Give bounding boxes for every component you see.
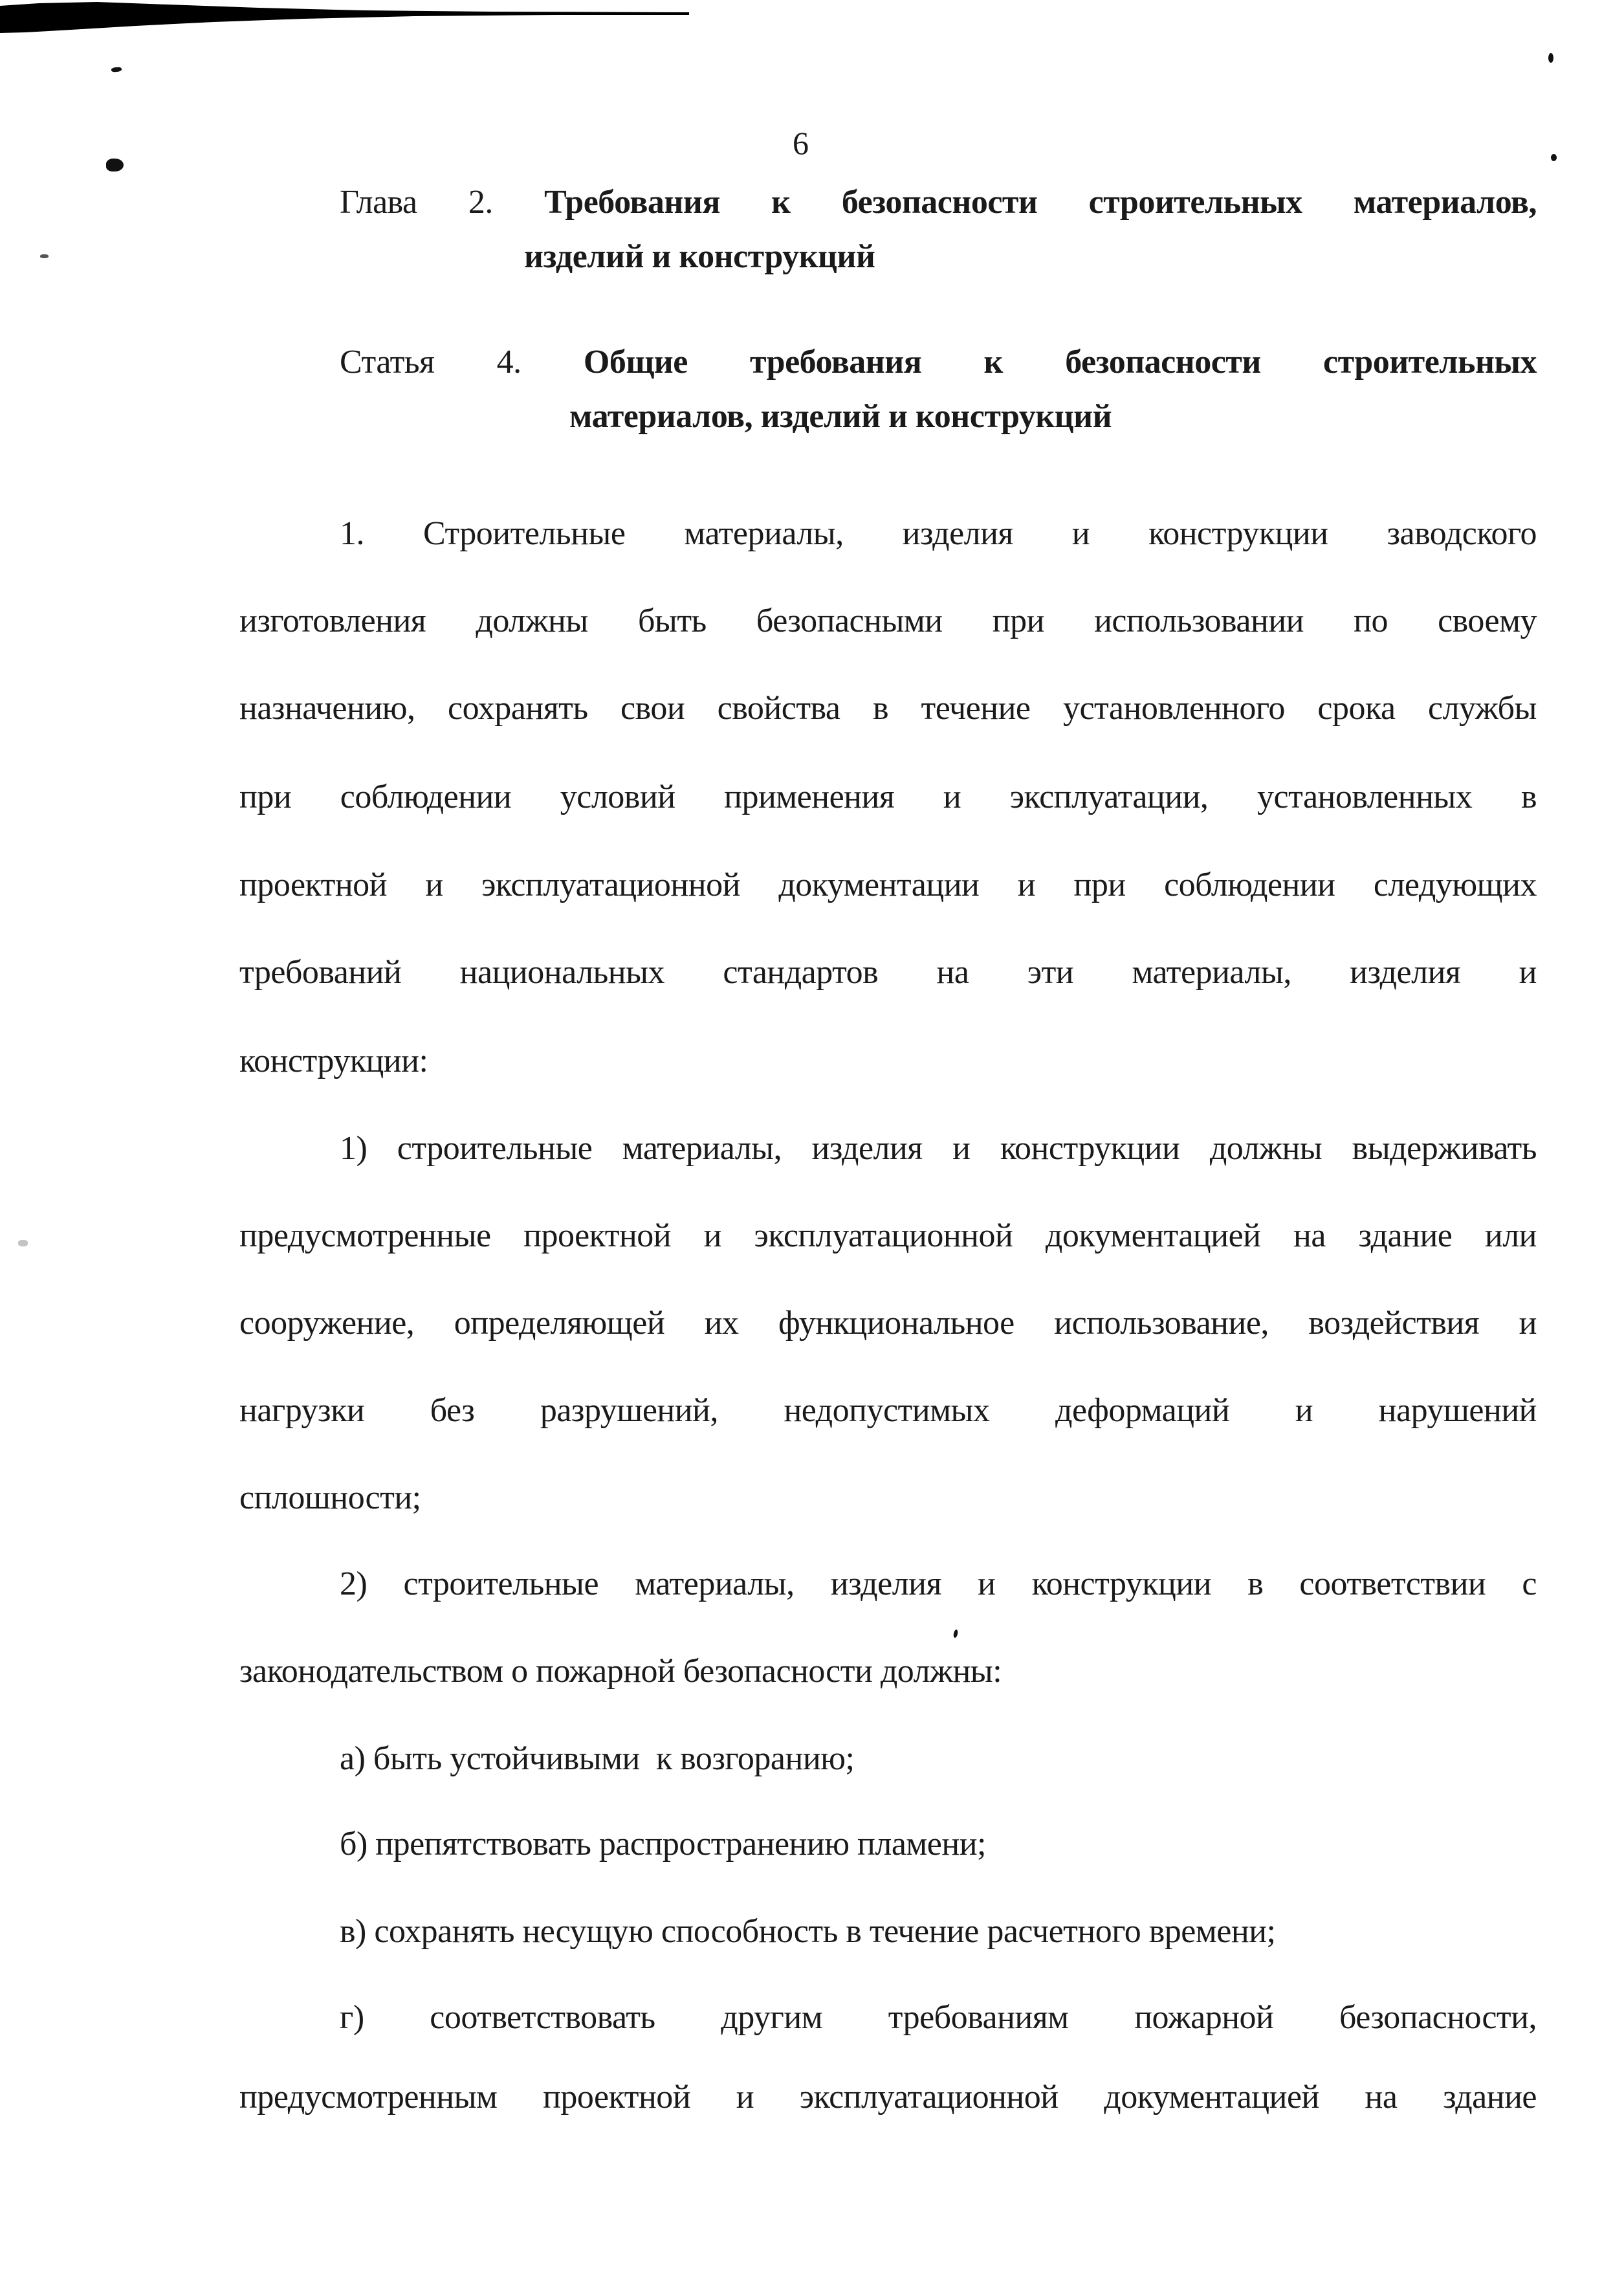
scan-speck [18, 1240, 28, 1246]
chapter-label: Глава 2. [340, 184, 493, 221]
chapter-heading-line1 [239, 183, 1537, 222]
body-line: сооружение, определяющей их функциональное использование, воздействия и [239, 1305, 1537, 1342]
body-line: а) быть устойчивыми к возгоранию; [340, 1740, 855, 1777]
body-line: изготовления должны быть безопасными при использовании по своему [239, 602, 1537, 639]
page-number: 6 [793, 125, 809, 161]
chapter-title-part2: изделий и конструкций [524, 238, 875, 275]
body-line: 2) строительные материалы, изделия и конструкции в соответствии с [340, 1565, 1537, 1602]
body-line: б) препятствовать распространению пламени; [340, 1826, 986, 1862]
body-line: г) соответствовать другим требованиям пожарной безопасности, [340, 1999, 1537, 2036]
body-line: назначению, сохранять свои свойства в течение установленного срока службы [239, 690, 1537, 727]
scan-speck [953, 1630, 959, 1639]
chapter-heading-line2 [239, 238, 1537, 276]
scan-speck [1551, 154, 1557, 161]
body-line: предусмотренным проектной и эксплуатационной документацией на здание [239, 2079, 1537, 2116]
scan-speck [40, 254, 49, 258]
scan-streak-artifact [0, 2, 689, 33]
body-line: конструкции: [239, 1043, 428, 1079]
body-line: 1) строительные материалы, изделия и конструкции должны выдерживать [340, 1130, 1537, 1167]
article-label: Статья 4. [340, 344, 521, 381]
body-line: предусмотренные проектной и эксплуатационной документацией на здание или [239, 1217, 1537, 1254]
body-line: нагрузки без разрушений, недопустимых деформаций и нарушений [239, 1392, 1537, 1429]
body-line: требований национальных стандартов на эти материалы, изделия и [239, 954, 1537, 991]
scan-speck [111, 67, 122, 72]
chapter-title-part1: Требования к безопасности строительных материалов, [544, 184, 1537, 221]
body-line: законодательством о пожарной безопасности должны: [239, 1653, 1002, 1690]
article-title-part1: Общие требования к безопасности строительных [583, 344, 1537, 381]
article-heading-line2 [239, 397, 1537, 436]
body-line: проектной и эксплуатационной документации и при соблюдении следующих [239, 867, 1537, 903]
article-heading-line1 [239, 343, 1537, 382]
body-line: при соблюдении условий применения и эксплуатации, установленных в [239, 779, 1537, 815]
article-title-part2: материалов, изделий и конструкций [569, 398, 1112, 435]
scan-speck [106, 159, 124, 171]
scan-speck [1548, 53, 1553, 63]
body-line: в) сохранять несущую способность в течение расчетного времени; [340, 1913, 1276, 1950]
body-line: сплошности; [239, 1479, 421, 1516]
body-line: 1. Строительные материалы, изделия и конструкции заводского [340, 515, 1537, 552]
